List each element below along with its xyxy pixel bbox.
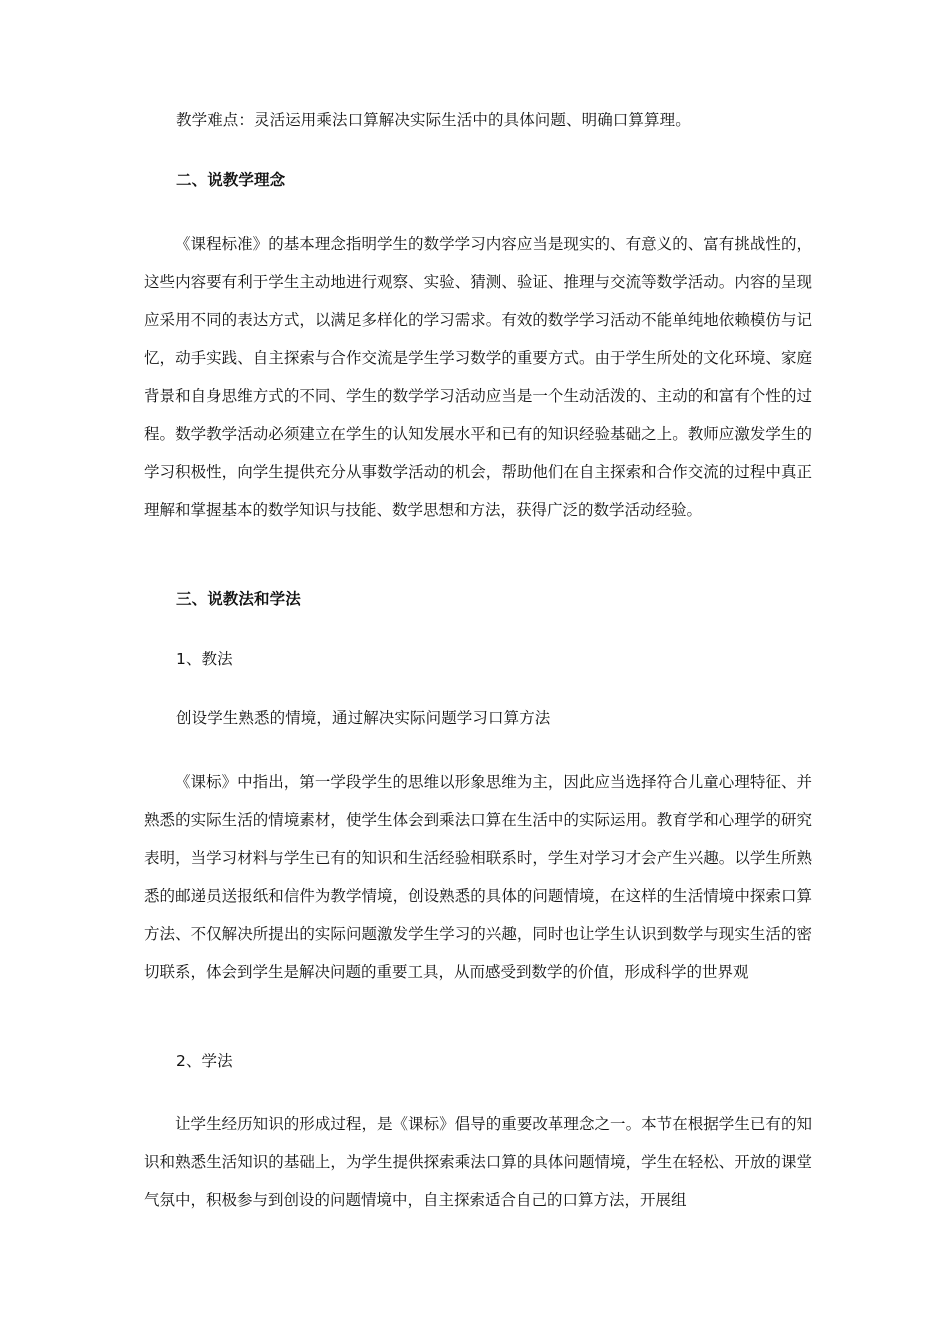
subheading-learning-method: 2、学法 — [176, 1052, 233, 1070]
teaching-philosophy-paragraph: 《课程标准》的基本理念指明学生的数学学习内容应当是现实的、有意义的、富有挑战性的，这些内容要有利于学生主动地进行观察、实验、猜测、验证、推理与交流等数学活动。内容的呈现应采用不同的表达方式，以满足多样化的学习需求。有效的数学学习活动不能单纯地依赖模仿与记忆，动手实践、自主探索与合作交流是学生学习数学的重要方式。由于学生所处的文化环境、家庭背景和自身思维方式的不同、学生的数学学习活动应当是一个生动活泼的、主动的和富有个性的过程。数学教学活动必须建立在学生的认知发展水平和已有的知识经验基础之上。教师应激发学生的学习积极性，向学生提供充分从事数学活动的机会，帮助他们在自主探索和合作交流的过程中真正理解和掌握基本的数学知识与技能、数学思想和方法，获得广泛的数学活动经验。 — [144, 235, 812, 519]
subheading-teaching-method: 1、教法 — [176, 650, 233, 668]
section-heading-methods: 三、说教法和学法 — [176, 590, 301, 608]
learning-method-paragraph: 让学生经历知识的形成过程，是《课标》倡导的重要改革理念之一。本节在根据学生已有的知识和熟悉生活知识的基础上，为学生提供探索乘法口算的具体问题情境，学生在轻松、开放的课堂气氛中，积极参与到创设的问题情境中，自主探索适合自己的口算方法，开展组 — [144, 1115, 812, 1209]
teaching-method-paragraph: 《课标》中指出，第一学段学生的思维以形象思维为主，因此应当选择符合儿童心理特征、并熟悉的实际生活的情境素材，使学生体会到乘法口算在生活中的实际运用。教育学和心理学的研究表明，当学习材料与学生已有的知识和生活经验相联系时，学生对学习才会产生兴趣。以学生所熟悉的邮递员送报纸和信件为教学情境，创设熟悉的具体的问题情境，在这样的生活情境中探索口算方法、不仅解决所提出的实际问题激发学生学习的兴趣，同时也让学生认识到数学与现实生活的密切联系，体会到学生是解决问题的重要工具，从而感受到数学的价值，形成科学的世界观 — [144, 773, 812, 981]
teaching-difficulty-line: 教学难点：灵活运用乘法口算解决实际生活中的具体问题、明确口算算理。 — [176, 111, 691, 129]
section-heading-teaching-philosophy: 二、说教学理念 — [176, 171, 286, 189]
teaching-method-subtitle: 创设学生熟悉的情境，通过解决实际问题学习口算方法 — [176, 709, 551, 727]
